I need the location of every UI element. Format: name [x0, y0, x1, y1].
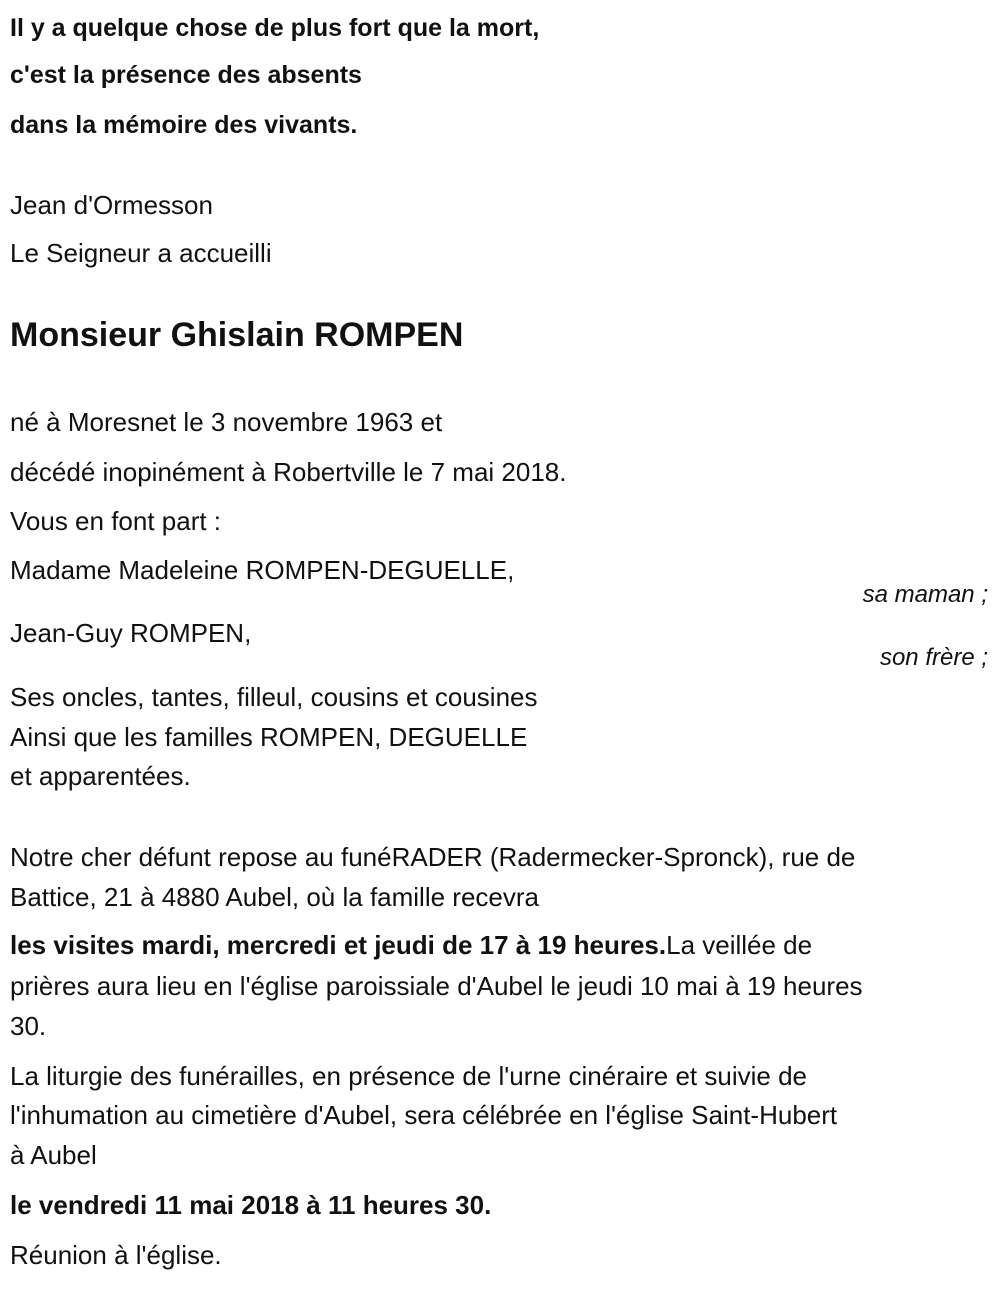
- quote-author: Jean d'Ormesson: [10, 190, 213, 220]
- quote-line: c'est la présence des absents: [10, 61, 362, 89]
- others-line: Ainsi que les familles ROMPEN, DEGUELLE: [10, 722, 528, 752]
- announce-text: Vous en font part :: [10, 506, 222, 536]
- liturgy-line: à Aubel: [10, 1140, 97, 1170]
- visits-line: [10, 930, 812, 960]
- intro-text: Le Seigneur a accueilli: [10, 238, 272, 268]
- family-member-name: Jean-Guy ROMPEN,: [10, 618, 252, 648]
- vigil-line: 30.: [10, 1011, 47, 1041]
- others-line: et apparentées.: [10, 761, 191, 791]
- funeral-date: le vendredi 11 mai 2018 à 11 heures 30.: [10, 1190, 492, 1220]
- death-text: décédé inopinément à Robertville le 7 mai 2018.: [10, 457, 567, 487]
- visits-rest: La veillée de: [666, 930, 813, 960]
- quote-line: dans la mémoire des vivants.: [10, 111, 358, 139]
- rest-line: Notre cher défunt repose au funéRADER (Radermecker-Spronck), rue de: [10, 842, 856, 872]
- closing-text: Réunion à l'église.: [10, 1240, 222, 1270]
- family-member-relation: sa maman ;: [862, 581, 988, 608]
- family-member-relation: son frère ;: [879, 644, 988, 671]
- deceased-name: Monsieur Ghislain ROMPEN: [10, 316, 464, 354]
- birth-text: né à Moresnet le 3 novembre 1963 et: [10, 407, 443, 437]
- liturgy-line: l'inhumation au cimetière d'Aubel, sera célébrée en l'église Saint-Hubert: [10, 1100, 838, 1130]
- others-line: Ses oncles, tantes, filleul, cousins et cousines: [10, 682, 538, 712]
- family-member-name: Madame Madeleine ROMPEN-DEGUELLE,: [10, 555, 515, 585]
- liturgy-line: La liturgie des funérailles, en présence de l'urne cinéraire et suivie de: [10, 1061, 807, 1091]
- vigil-line: prières aura lieu en l'église paroissiale d'Aubel le jeudi 10 mai à 19 heures: [10, 971, 863, 1001]
- visits-bold: les visites mardi, mercredi et jeudi de 17 à 19 heures.: [10, 930, 667, 960]
- quote-line: Il y a quelque chose de plus fort que la mort,: [10, 14, 540, 42]
- rest-line: Battice, 21 à 4880 Aubel, où la famille recevra: [10, 882, 539, 912]
